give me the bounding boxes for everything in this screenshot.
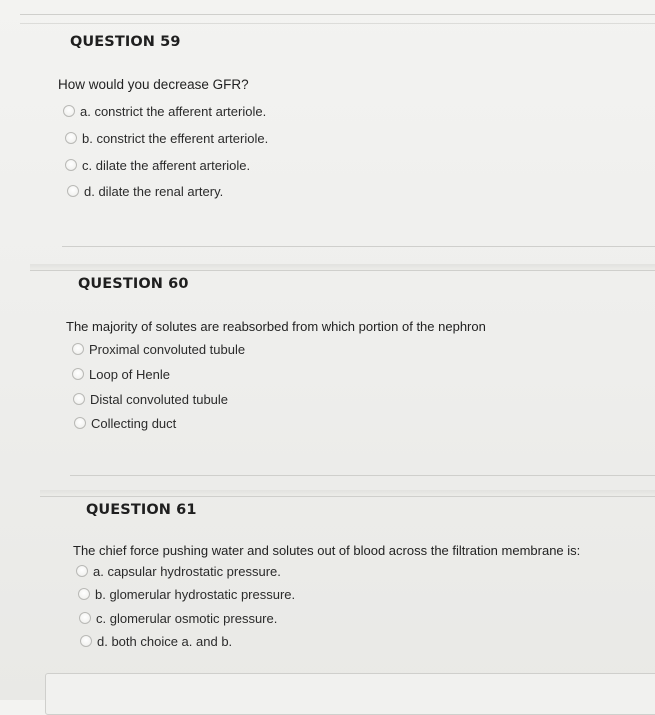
- question-divider: [70, 475, 655, 476]
- answer-option-a[interactable]: [63, 101, 266, 121]
- option-label: b. constrict the efferent arteriole.: [82, 130, 269, 146]
- question-divider: [40, 496, 655, 497]
- answer-option-b[interactable]: [78, 584, 295, 604]
- question-heading: QUESTION 60: [78, 276, 189, 292]
- radio-button[interactable]: [63, 105, 75, 117]
- radio-button[interactable]: [67, 185, 79, 197]
- radio-button[interactable]: [78, 588, 90, 600]
- answer-option-loop[interactable]: [72, 364, 170, 384]
- option-label: Loop of Henle: [89, 366, 170, 382]
- radio-button[interactable]: [79, 612, 91, 624]
- answer-option-proximal[interactable]: [72, 339, 245, 359]
- top-divider: [20, 14, 655, 15]
- option-label: Distal convoluted tubule: [90, 391, 229, 407]
- radio-button[interactable]: [73, 393, 85, 405]
- option-label: a. capsular hydrostatic pressure.: [93, 563, 281, 579]
- question-divider: [62, 246, 655, 247]
- answer-option-a[interactable]: [76, 561, 281, 581]
- option-label: d. dilate the renal artery.: [84, 183, 224, 199]
- question-prompt: The chief force pushing water and solutes out of blood across the filtration membrane is:: [73, 543, 581, 558]
- option-label: a. constrict the afferent arteriole.: [80, 103, 267, 119]
- question-heading: QUESTION 59: [70, 34, 181, 50]
- answer-option-d[interactable]: [80, 631, 232, 651]
- answer-option-distal[interactable]: [73, 389, 228, 409]
- answer-option-c[interactable]: [79, 608, 277, 628]
- radio-button[interactable]: [76, 565, 88, 577]
- radio-button[interactable]: [72, 343, 84, 355]
- radio-button[interactable]: [80, 635, 92, 647]
- answer-option-c[interactable]: [65, 155, 250, 175]
- question-heading: QUESTION 61: [86, 502, 197, 518]
- question-prompt: The majority of solutes are reabsorbed from which portion of the nephron: [66, 319, 486, 334]
- question-prompt: How would you decrease GFR?: [58, 77, 249, 92]
- radio-button[interactable]: [74, 417, 86, 429]
- answer-option-d[interactable]: [67, 181, 223, 201]
- radio-button[interactable]: [65, 132, 77, 144]
- answer-option-collecting[interactable]: [74, 413, 176, 433]
- top-divider-2: [20, 23, 655, 24]
- next-question-panel: [45, 673, 655, 715]
- option-label: Proximal convoluted tubule: [89, 341, 246, 357]
- option-label: c. dilate the afferent arteriole.: [82, 157, 251, 173]
- option-label: Collecting duct: [91, 415, 177, 431]
- option-label: d. both choice a. and b.: [97, 633, 233, 649]
- radio-button[interactable]: [65, 159, 77, 171]
- answer-option-b[interactable]: [65, 128, 268, 148]
- question-divider: [30, 270, 655, 271]
- option-label: c. glomerular osmotic pressure.: [96, 610, 278, 626]
- radio-button[interactable]: [72, 368, 84, 380]
- option-label: b. glomerular hydrostatic pressure.: [95, 586, 296, 602]
